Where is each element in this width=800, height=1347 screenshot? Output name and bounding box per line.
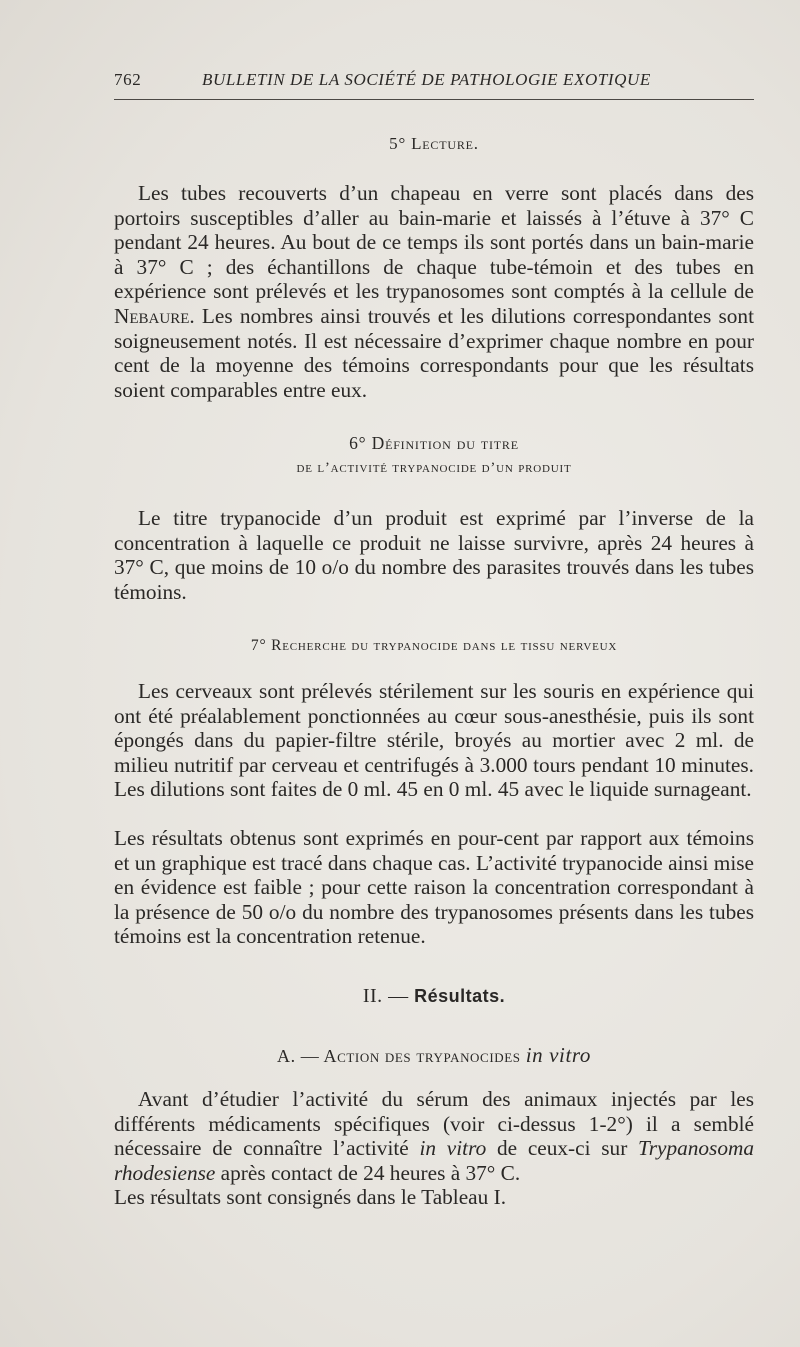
paragraph-recherche-2: Les résultats obtenus sont exprimés en pour-cent par rapport aux témoins et un graphique est tracé dans chaque cas. L’activité trypanocide ainsi mise en évidence est faible ; pour cette raison la concentration correspondant à la présence de 50 o/o du nombre des trypanosomes présents dans les tubes témoins est la concentration retenue. <box>114 826 754 949</box>
page-number: 762 <box>114 70 142 89</box>
section-heading-definition: 6° Définition du titre <box>349 433 519 453</box>
section-heading-recherche: 7° Recherche du trypanocide dans le tissu nerveux <box>250 637 618 654</box>
running-header <box>114 68 754 98</box>
species-name: Trypanosoma rhodesiense <box>114 1136 754 1185</box>
section-heading-lecture: 5° Lecture. <box>389 134 479 153</box>
paragraph-lecture: Les tubes recouverts d’un chapeau en verre sont placés dans des portoirs susceptibles d’aller au bain-marie et laissés à l’étuve à 37° C pendant 24 heures. Au bout de ce temps ils sont portés dans un bain-marie à 37° C ; des échantillons de chaque tube-témoin et des tubes en expérience sont prélevés et les trypanosomes sont comptés à la cellule de Nebaure. Les nombres ainsi trouvés et les dilutions correspondantes sont soigneusement notés. Il est nécessaire d’exprimer chaque nombre en pour cent de la moyenne des témoins correspondants pour que les résultats soient comparables entre eux. <box>114 181 754 402</box>
paragraph-action-1: Avant d’étudier l’activité du sérum des animaux injectés par les différents médicaments spécifiques (voir ci-dessus 1-2°) il a semblé nécessaire de connaître l’activité in vitro de ceux-ci sur Trypanosoma rhodesiense après contact de 24 heures à 37° C. <box>114 1087 754 1185</box>
section-subheading-definition: de l’activité trypanocide d’un produit <box>296 460 572 476</box>
results-heading: II. — Résultats. <box>362 985 506 1007</box>
action-heading: A. — Action des trypanocides in vitro <box>276 1043 591 1067</box>
header-rule <box>114 99 754 100</box>
paragraph-recherche-1: Les cerveaux sont prélevés stérilement sur les souris en expérience qui ont été préalablement ponctionnées au cœur sous-anesthésie, puis ils sont épongés dans du papier-filtre stérile, broyés au mortier avec 2 ml. de milieu nutritif par cerveau et centrifugés à 3.000 tours pendant 10 minutes. Les dilutions sont faites de 0 ml. 45 en 0 ml. 45 avec le liquide surnageant. <box>114 679 754 802</box>
paragraph-definition: Le titre trypanocide d’un produit est exprimé par l’inverse de la concentration à laquelle ce produit ne laisse survivre, après 24 heures à 37° C, que moins de 10 o/o du nombre des parasites trouvés dans les tubes témoins. <box>114 506 754 604</box>
paragraph-action-2: Les résultats sont consignés dans le Tableau I. <box>114 1185 507 1209</box>
author-name: Nebaure <box>114 303 190 328</box>
journal-title: BULLETIN DE LA SOCIÉTÉ DE PATHOLOGIE EXOTIQUE <box>202 70 651 89</box>
